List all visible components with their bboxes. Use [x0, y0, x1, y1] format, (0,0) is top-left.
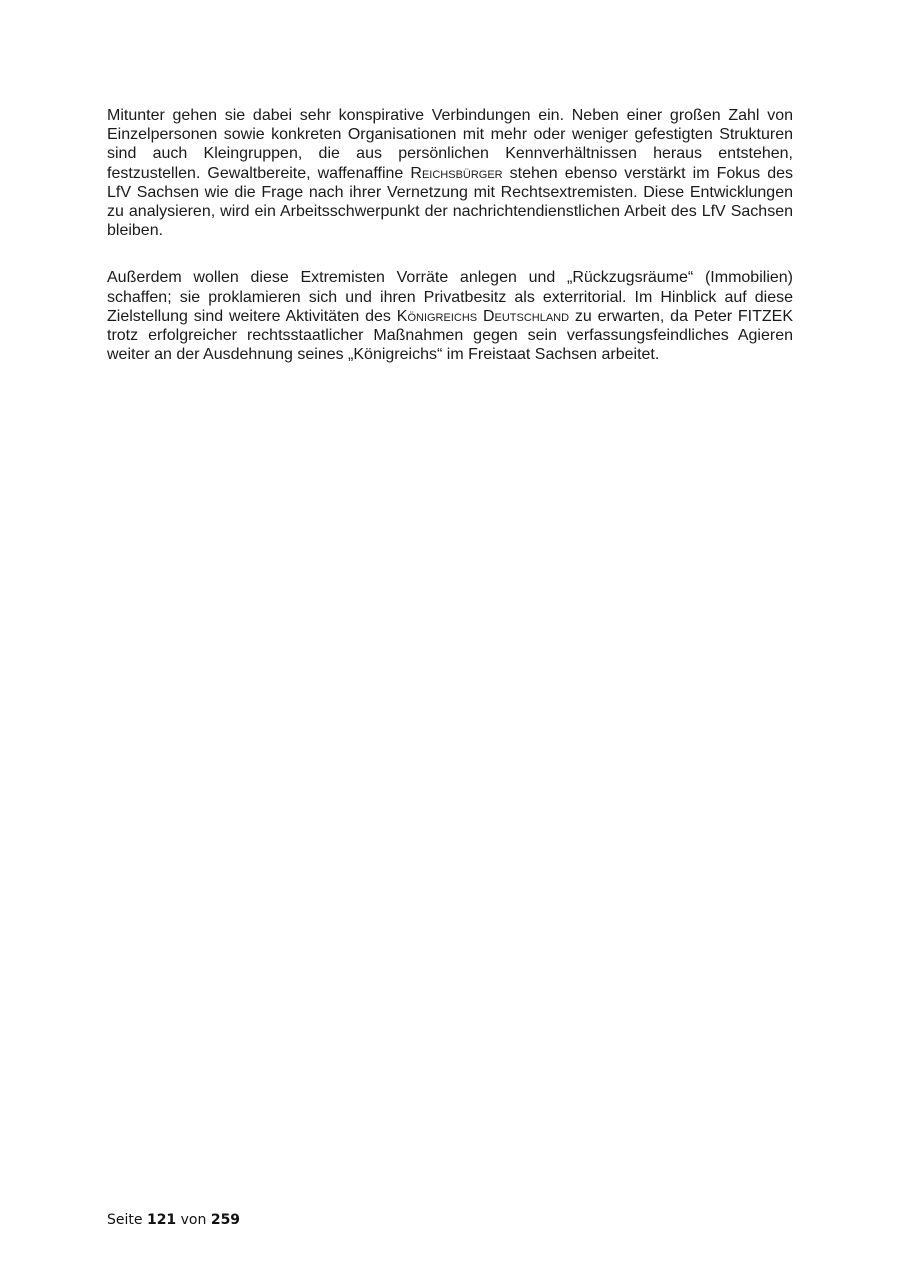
- term-koenigreich-deutschland: Königreichs Deutschland: [396, 307, 570, 325]
- page-footer: [107, 1212, 240, 1228]
- footer-total-pages: 259: [210, 1212, 241, 1228]
- paragraph-2: [107, 268, 793, 364]
- term-reichsbuerger: Reichsbürger: [410, 164, 503, 182]
- footer-label-seite: Seite: [107, 1212, 143, 1228]
- paragraph-1-text-1: Mitunter gehen sie dabei sehr konspirative Verbindungen ein. Neben einer großen Zahl von Einzelpersonen sowie konkreten Organisationen mit mehr oder weniger gefestigten Strukturen sind auch Kleingruppen, die aus persönlichen Kennverhältnissen heraus entstehen, festzustellen. Gewaltbereite, waffenaffine: [107, 107, 793, 182]
- paragraph-1-text-2: stehen ebenso verstärkt im Fokus des LfV Sachsen wie die Frage nach ihrer Vernetzung mit Rechtsextremisten. Diese Entwicklungen zu analysieren, wird ein Arbeitsschwerpunkt der nachrichtendienstlichen Arbeit des LfV Sachsen bleiben.: [107, 164, 794, 240]
- body-text: [107, 106, 793, 364]
- paragraph-1: [107, 106, 793, 240]
- footer-current-page: 121: [146, 1212, 177, 1228]
- paragraph-2-text-2: zu erwarten, da Peter FITZEK trotz erfolgreicher rechtsstaatlicher Maßnahmen gegen sein verfassungsfeindliches Agieren weiter an der Ausdehnung seines „Königreichs“ im Freistaat Sachsen arbeitet.: [107, 307, 793, 364]
- paragraph-2-text-1: Außerdem wollen diese Extremisten Vorräte anlegen und „Rückzugsräume“ (Immobilien) schaffen; sie proklamieren sich und ihren Privatbesitz als exterritorial. Im Hinblick auf diese Zielstellung sind weitere Aktivitäten des: [107, 269, 793, 325]
- footer-label-von: von: [180, 1212, 207, 1228]
